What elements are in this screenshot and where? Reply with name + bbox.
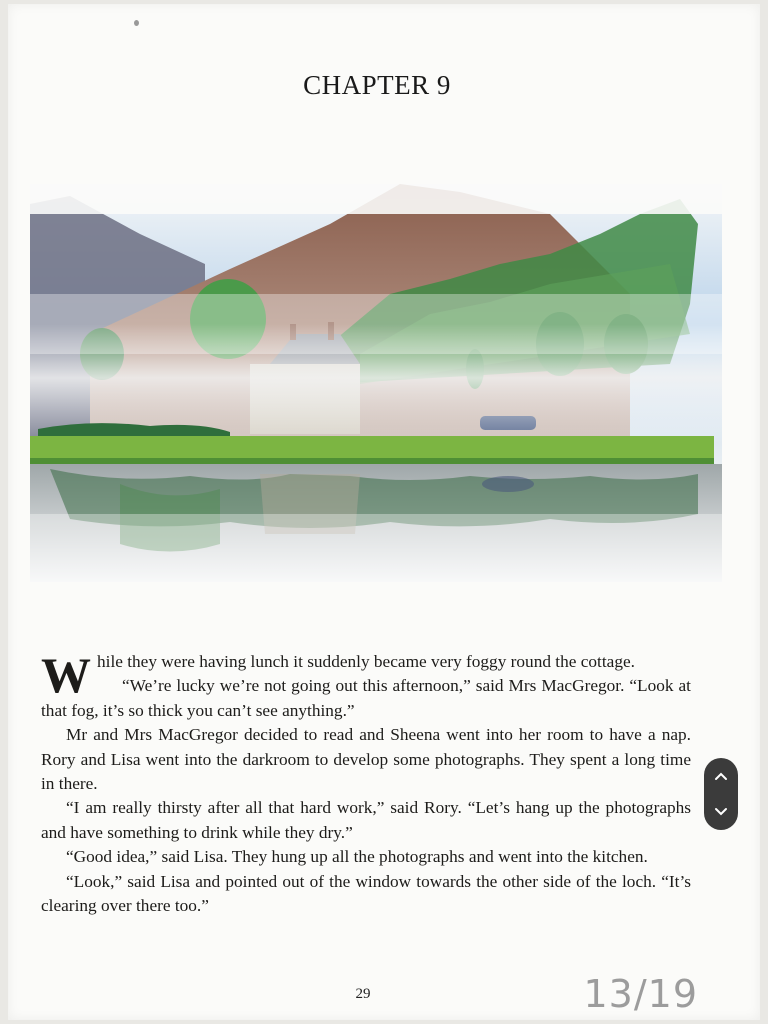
speck-mark xyxy=(134,20,139,26)
scroll-up-button[interactable] xyxy=(704,759,738,793)
chapter-title: CHAPTER 9 xyxy=(303,70,451,100)
paragraph-3: Mr and Mrs MacGregor decided to read and Sheena went into her room to have a nap. Rory and Lisa went into the darkroom to develop some photographs. They spent a long time in there. xyxy=(41,725,691,794)
story-text xyxy=(41,647,691,918)
paragraph-5: “Good idea,” said Lisa. They hung up all the photographs and went into the kitchen. xyxy=(66,847,648,867)
paragraph-6: “Look,” said Lisa and pointed out of the window towards the other side of the loch. “It’s clearing over there too.” xyxy=(41,871,691,916)
paragraph-4: “I am really thirsty after all that hard work,” said Rory. “Let’s hang up the photographs and have something to drink while they dry.” xyxy=(41,798,691,842)
scroll-down-button[interactable] xyxy=(704,795,738,829)
page-indicator: 13/19 xyxy=(583,972,698,1016)
loch-illustration xyxy=(30,184,722,582)
chevron-down-icon xyxy=(714,807,728,817)
paragraph-2: “We’re lucky we’re not going out this afternoon,” said Mrs MacGregor. “Look at that fog, it’s so thick you can’t see anything.” xyxy=(41,676,691,720)
page-number: 29 xyxy=(355,986,371,1002)
chevron-up-icon xyxy=(714,771,728,781)
drop-cap: W xyxy=(41,647,91,703)
book-page xyxy=(8,4,760,1020)
paragraph-1-text: hile they were having lunch it suddenly became very foggy round the cottage. xyxy=(97,652,635,671)
scroll-navigation xyxy=(704,758,738,830)
